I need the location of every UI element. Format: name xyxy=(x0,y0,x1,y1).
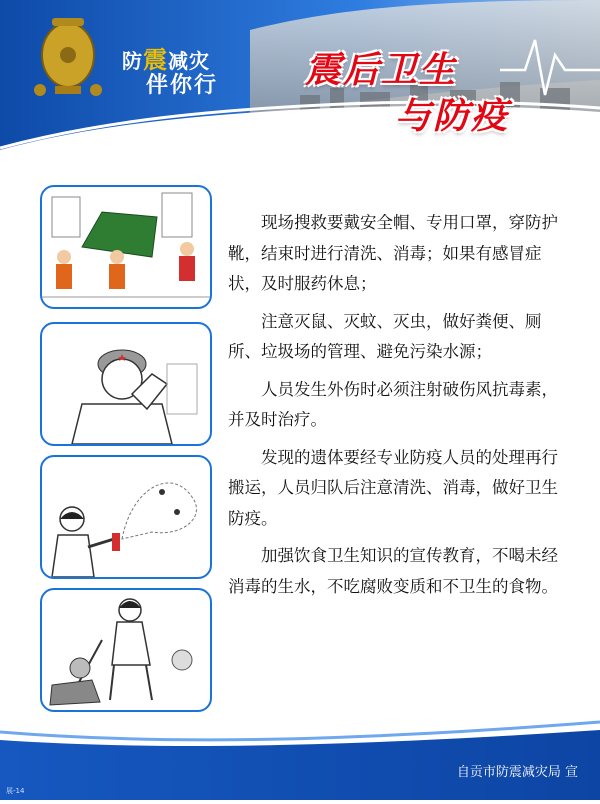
rescue-scene-illustration xyxy=(40,185,212,309)
paragraph: 人员发生外伤时必须注射破伤风抗毒素，并及时治疗。 xyxy=(228,379,558,429)
paragraph: 加强饮食卫生知识的宣传教育，不喝未经消毒的生水，不吃腐败变质和不卫生的食物。 xyxy=(228,546,558,596)
slogan-line1: 防震减灾 xyxy=(122,46,210,74)
paragraph: 发现的遗体要经专业防疫人员的处理再行搬运，人员归队后注意清洗、消毒，做好卫生防疫。 xyxy=(228,447,558,528)
header-banner xyxy=(0,0,600,150)
wearing-gloves-illustration xyxy=(40,322,212,446)
paragraph: 注意灭鼠、灭蚊、灭虫，做好粪便、厕所、垃圾场的管理、避免污染水源； xyxy=(228,311,542,361)
slogan-line2: 伴你行 xyxy=(146,73,219,98)
title-line1: 震后卫生 xyxy=(305,50,458,91)
header-background xyxy=(0,0,600,150)
cleaning-garbage-illustration xyxy=(40,588,212,712)
footer-band xyxy=(0,720,600,800)
spraying-insecticide-illustration xyxy=(40,455,212,579)
title-line2: 与防疫 xyxy=(395,96,510,137)
paragraph: 现场搜救要戴安全帽、专用口罩，穿防护靴，结束时进行清洗、消毒；如果有感冒症状，及时服药休息； xyxy=(228,213,558,293)
poster-code: 展-14 xyxy=(6,787,25,795)
content-text xyxy=(228,208,558,609)
issuer-signature: 自贡市防震减灾局 宣 xyxy=(456,765,578,780)
